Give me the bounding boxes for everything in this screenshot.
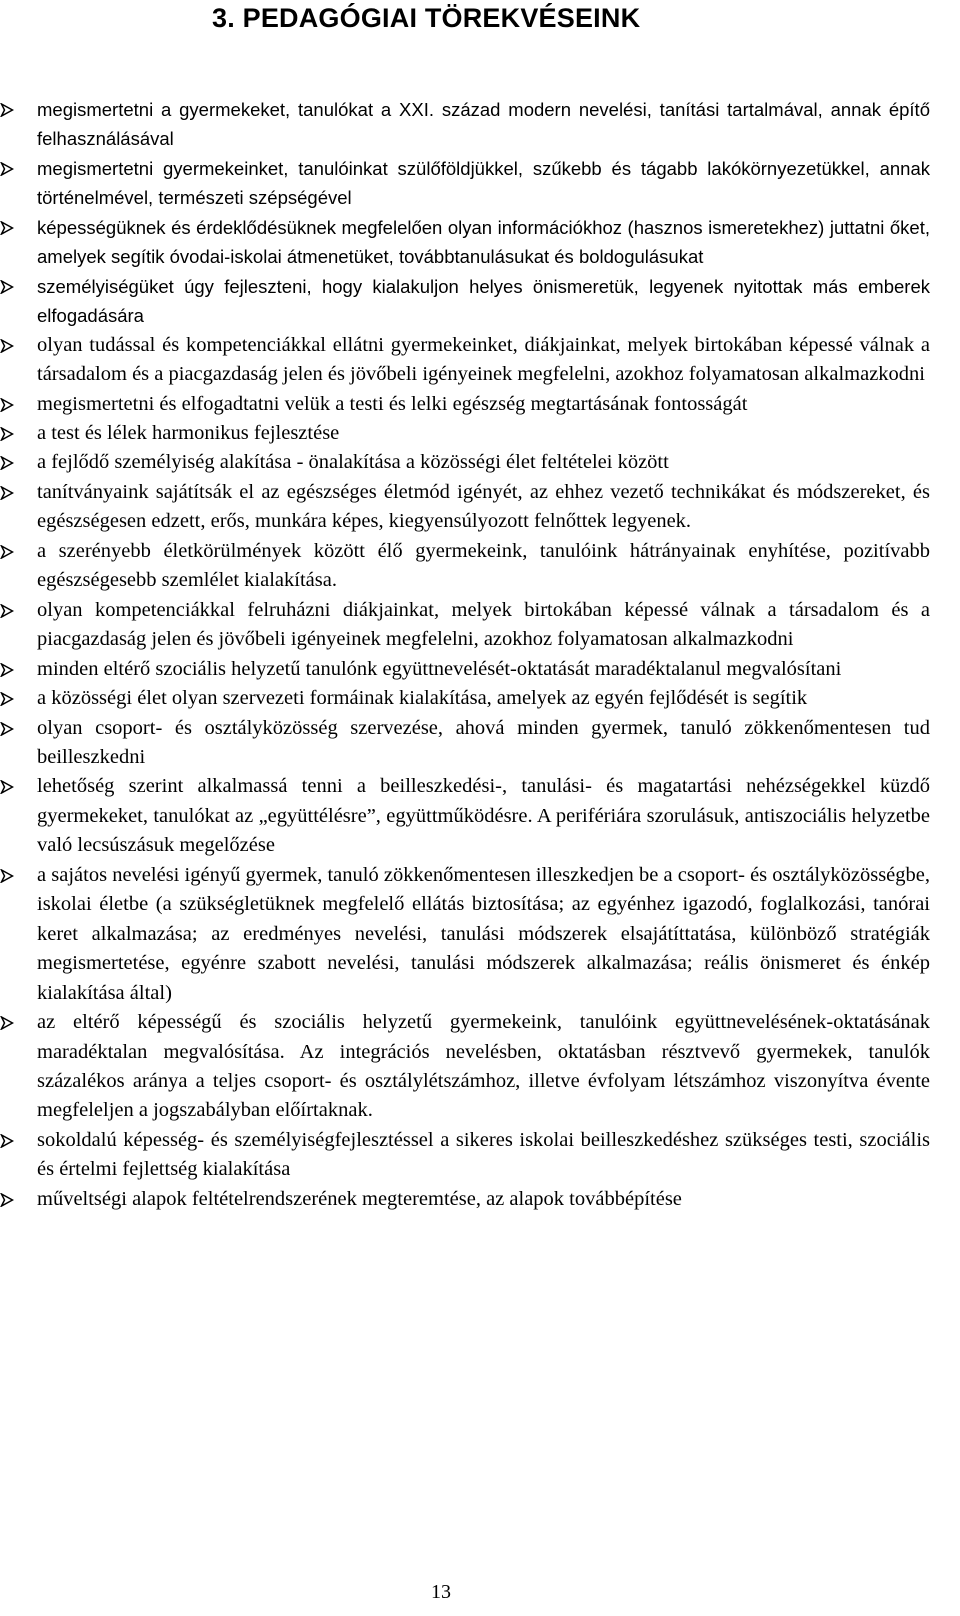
list-item — [0, 1008, 960, 1126]
list-item-text: minden eltérő szociális helyzetű tanulónk együttnevelését-oktatását maradéktalanul megvalósítani — [37, 657, 842, 680]
list-item-text: megismertetni gyermekeinket, tanulóinkat szülőföldjükkel, szűkebb és tágabb lakókörnyezetükkel, annak történelmével, természeti szépségével — [37, 157, 930, 209]
list-item — [0, 1185, 960, 1214]
list-item — [0, 684, 960, 713]
list-item-text: megismertetni és elfogadtatni velük a testi és lelki egészség megtartásának fontosságát — [37, 392, 748, 415]
list-item-text: személyiségüket úgy fejleszteni, hogy kialakuljon helyes önismeretük, legyenek nyitottak más emberek elfogadására — [37, 275, 930, 327]
list-item — [0, 213, 960, 272]
arrowhead-bullet-icon — [0, 1016, 14, 1030]
list-item-text: a fejlődő személyiség alakítása - önalakítása a közösségi élet feltételei között — [37, 451, 669, 474]
list-item-text: megismertetni a gyermekeket, tanulókat a XXI. század modern nevelési, tanítási tartalmával, annak építő felhasználásával — [37, 99, 930, 150]
arrowhead-bullet-icon — [0, 221, 14, 235]
arrowhead-bullet-icon — [0, 1193, 14, 1207]
arrowhead-bullet-icon — [0, 604, 14, 618]
arrowhead-bullet-icon — [0, 780, 14, 794]
list-item-text: az eltérő képességű és szociális helyzetű gyermekeink, tanulóink együttnevelésének-oktatásának maradéktalan megvalósítása. Az integrációs nevelésben, oktatásban résztvevő gyermekek, tanulók százalékos aránya a teljes csoport- és osztálylétszámhoz, illetve évfolyam létszámhoz viszonyítva évente megfeleljen a jogszabályban előírtaknak. — [37, 1011, 930, 1122]
list-item — [0, 95, 960, 154]
page-title: 3. PEDAGÓGIAI TÖREKVÉSEINK — [212, 3, 641, 33]
list-item — [0, 861, 960, 1008]
list-item — [0, 448, 960, 477]
list-item-text: olyan kompetenciákkal felruházni diákjainkat, melyek birtokában képessé válnak a társadalom és a piacgazdaság jelen és jövőbeli igényeinek megfelelni, azokhoz folyamatosan alkalmazkodni — [37, 598, 930, 651]
arrowhead-bullet-icon — [0, 456, 14, 470]
page-number: 13 — [431, 1581, 451, 1603]
list-item — [0, 772, 960, 860]
list-item — [0, 537, 960, 596]
list-item-text: tanítványaink sajátítsák el az egészséges életmód igényét, az ehhez vezető technikákat és módszereket, és egészségesen edzett, erős, munkára képes, kiegyensúlyozott felnőttek legyenek. — [37, 480, 930, 533]
arrowhead-bullet-icon — [0, 1134, 14, 1148]
list-item-text: a sajátos nevelési igényű gyermek, tanuló zökkenőmentesen illeszkedjen be a csoport- és osztályközösségbe, iskolai életbe (a szükségletüknek megfelelő ellátás biztosítása; az egyénhez igazodó, foglalkozási, tanórai keret alkalmazása; az eredményes nevelési, tanulási módszerek elsajátíttatása, különböző stratégiák megismertetése, egyénre szabott nevelési, tanulási módszerek alkalmazása; reális önismeret és énkép kialakítása által) — [37, 863, 930, 1004]
arrowhead-bullet-icon — [0, 663, 14, 677]
arrowhead-bullet-icon — [0, 486, 14, 500]
arrowhead-bullet-icon — [0, 427, 14, 441]
list-item-text: olyan csoport- és osztályközösség szervezése, ahová minden gyermek, tanuló zökkenőmentesen tud beilleszkedni — [37, 716, 930, 768]
arrowhead-bullet-icon — [0, 869, 14, 883]
arrowhead-bullet-icon — [0, 545, 14, 559]
list-item — [0, 390, 960, 419]
list-item-text: képességüknek és érdeklődésüknek megfelelően olyan információkhoz (hasznos ismeretekhez) juttatni őket, amelyek segítik óvodai-iskolai átmenetüket, továbbtanulásukat és boldogulásukat — [37, 216, 930, 268]
arrowhead-bullet-icon — [0, 339, 14, 353]
list-item — [0, 478, 960, 537]
list-item — [0, 154, 960, 213]
list-item-text: a szerényebb életkörülmények között élő gyermekeink, tanulóink hátrányainak enyhítése, pozitívabb egészségesebb szemlélet kialakítása. — [37, 539, 930, 592]
arrowhead-bullet-icon — [0, 398, 14, 412]
list-item — [0, 419, 960, 448]
list-item-text: lehetőség szerint alkalmassá tenni a beilleszkedési-, tanulási- és magatartási nehézségekkel küzdő gyermekeket, tanulókat az „együttélésre”, együttműködésre. A perifériára szorulásuk, antiszociális helyzetbe való lecsúszásuk megelőzése — [37, 775, 930, 857]
list-item — [0, 331, 960, 390]
list-item-text: a közösségi élet olyan szervezeti formáinak kialakítása, amelyek az egyén fejlődését is segítik — [37, 687, 808, 710]
arrowhead-bullet-icon — [0, 162, 14, 176]
list-item-text: olyan tudással és kompetenciákkal ellátni gyermekeinket, diákjainkat, melyek birtokában képessé válnak a társadalom és a piacgazdaság jelen és jövőbeli igényeinek megfelelni, azokhoz folyamatosan alkalmazkodni — [37, 333, 930, 386]
arrowhead-bullet-icon — [0, 722, 14, 736]
arrowhead-bullet-icon — [0, 103, 14, 117]
list-item — [0, 655, 960, 684]
list-item — [0, 1126, 960, 1185]
arrowhead-bullet-icon — [0, 692, 14, 706]
list-item-text: műveltségi alapok feltételrendszerének megteremtése, az alapok továbbépítése — [37, 1187, 682, 1210]
goals-list — [0, 95, 960, 1214]
list-item-text: a test és lélek harmonikus fejlesztése — [37, 421, 340, 444]
list-item — [0, 272, 960, 331]
list-item — [0, 714, 960, 773]
arrowhead-bullet-icon — [0, 280, 14, 294]
list-item — [0, 596, 960, 655]
list-item-text: sokoldalú képesség- és személyiségfejlesztéssel a sikeres iskolai beilleszkedéshez szükséges testi, szociális és értelmi fejlettség kialakítása — [37, 1128, 930, 1181]
